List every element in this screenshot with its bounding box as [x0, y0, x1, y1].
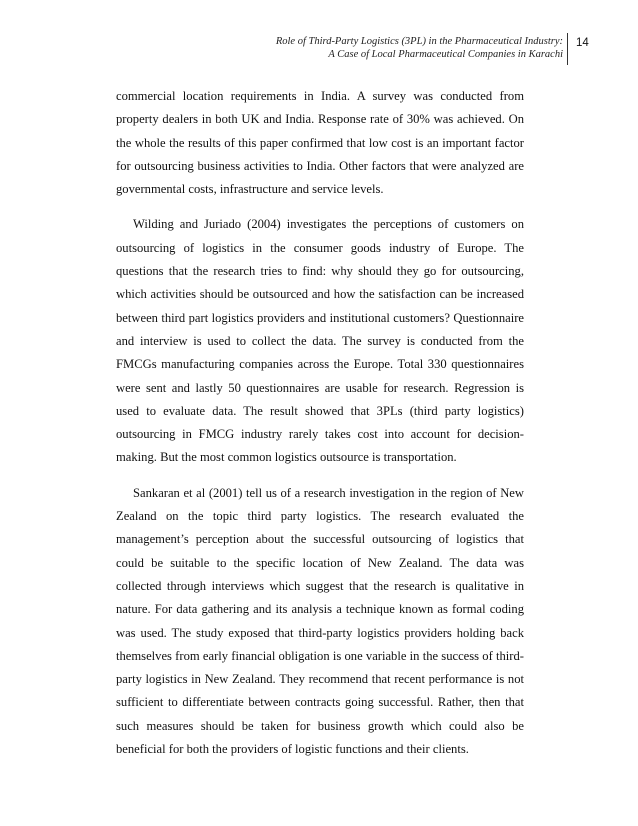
page-number: 14 [576, 37, 589, 49]
paragraph-wilding-juriado: Wilding and Juriado (2004) investigates the perceptions of customers on outsourcing of logistics in the consumer goods industry of Europe. The questions that the research tries to find: why should they go for outsourcing, which activities should be outsourced and how the satisfaction can be increased between third part logistics providers and institutional customers? Questionnaire and interview is used to collect the data. The survey is conducted from the FMCGs manufacturing companies across the Europe. Total 330 questionnaires were sent and lastly 50 questionnaires are usable for research. Regression is used to evaluate data. The result showed that 3PLs (third party logistics) outsourcing in FMCG industry rarely takes cost into account for decision-making. But the most common logistics outsource is transportation. [116, 217, 524, 465]
header-title-line-2: A Case of Local Pharmaceutical Companies in Karachi [328, 49, 563, 60]
paragraph-continuation: commercial location requirements in India. A survey was conducted from property dealers in both UK and India. Response rate of 30% was achieved. On the whole the results of this paper confirmed that low cost is an important factor for outsourcing business activities to India. Other factors that were analyzed are governmental costs, infrastructure and service levels. [116, 89, 524, 197]
body-text [116, 85, 524, 773]
header-title-line-1: Role of Third-Party Logistics (3PL) in the Pharmaceutical Industry: [275, 36, 563, 47]
header-divider [567, 33, 568, 65]
running-header [276, 35, 563, 61]
paragraph-sankaran: Sankaran et al (2001) tell us of a research investigation in the region of New Zealand on the topic third party logistics. The research evaluated the management’s perception about the successful outsourcing of logistics that could be suitable to the specific location of New Zealand. The data was collected through interviews which suggest that the research is qualitative in nature. For data gathering and its analysis a technique known as formal coding was used. The study exposed that third-party logistics providers holding back themselves from early financial obligation is one variable in the success of third-party logistics in New Zealand. They recommend that recent performance is not sufficient to differentiate between contracts going successful. Rather, then that such measures should be taken for business growth which could also be beneficial for both the providers of logistic functions and their clients. [116, 485, 524, 757]
